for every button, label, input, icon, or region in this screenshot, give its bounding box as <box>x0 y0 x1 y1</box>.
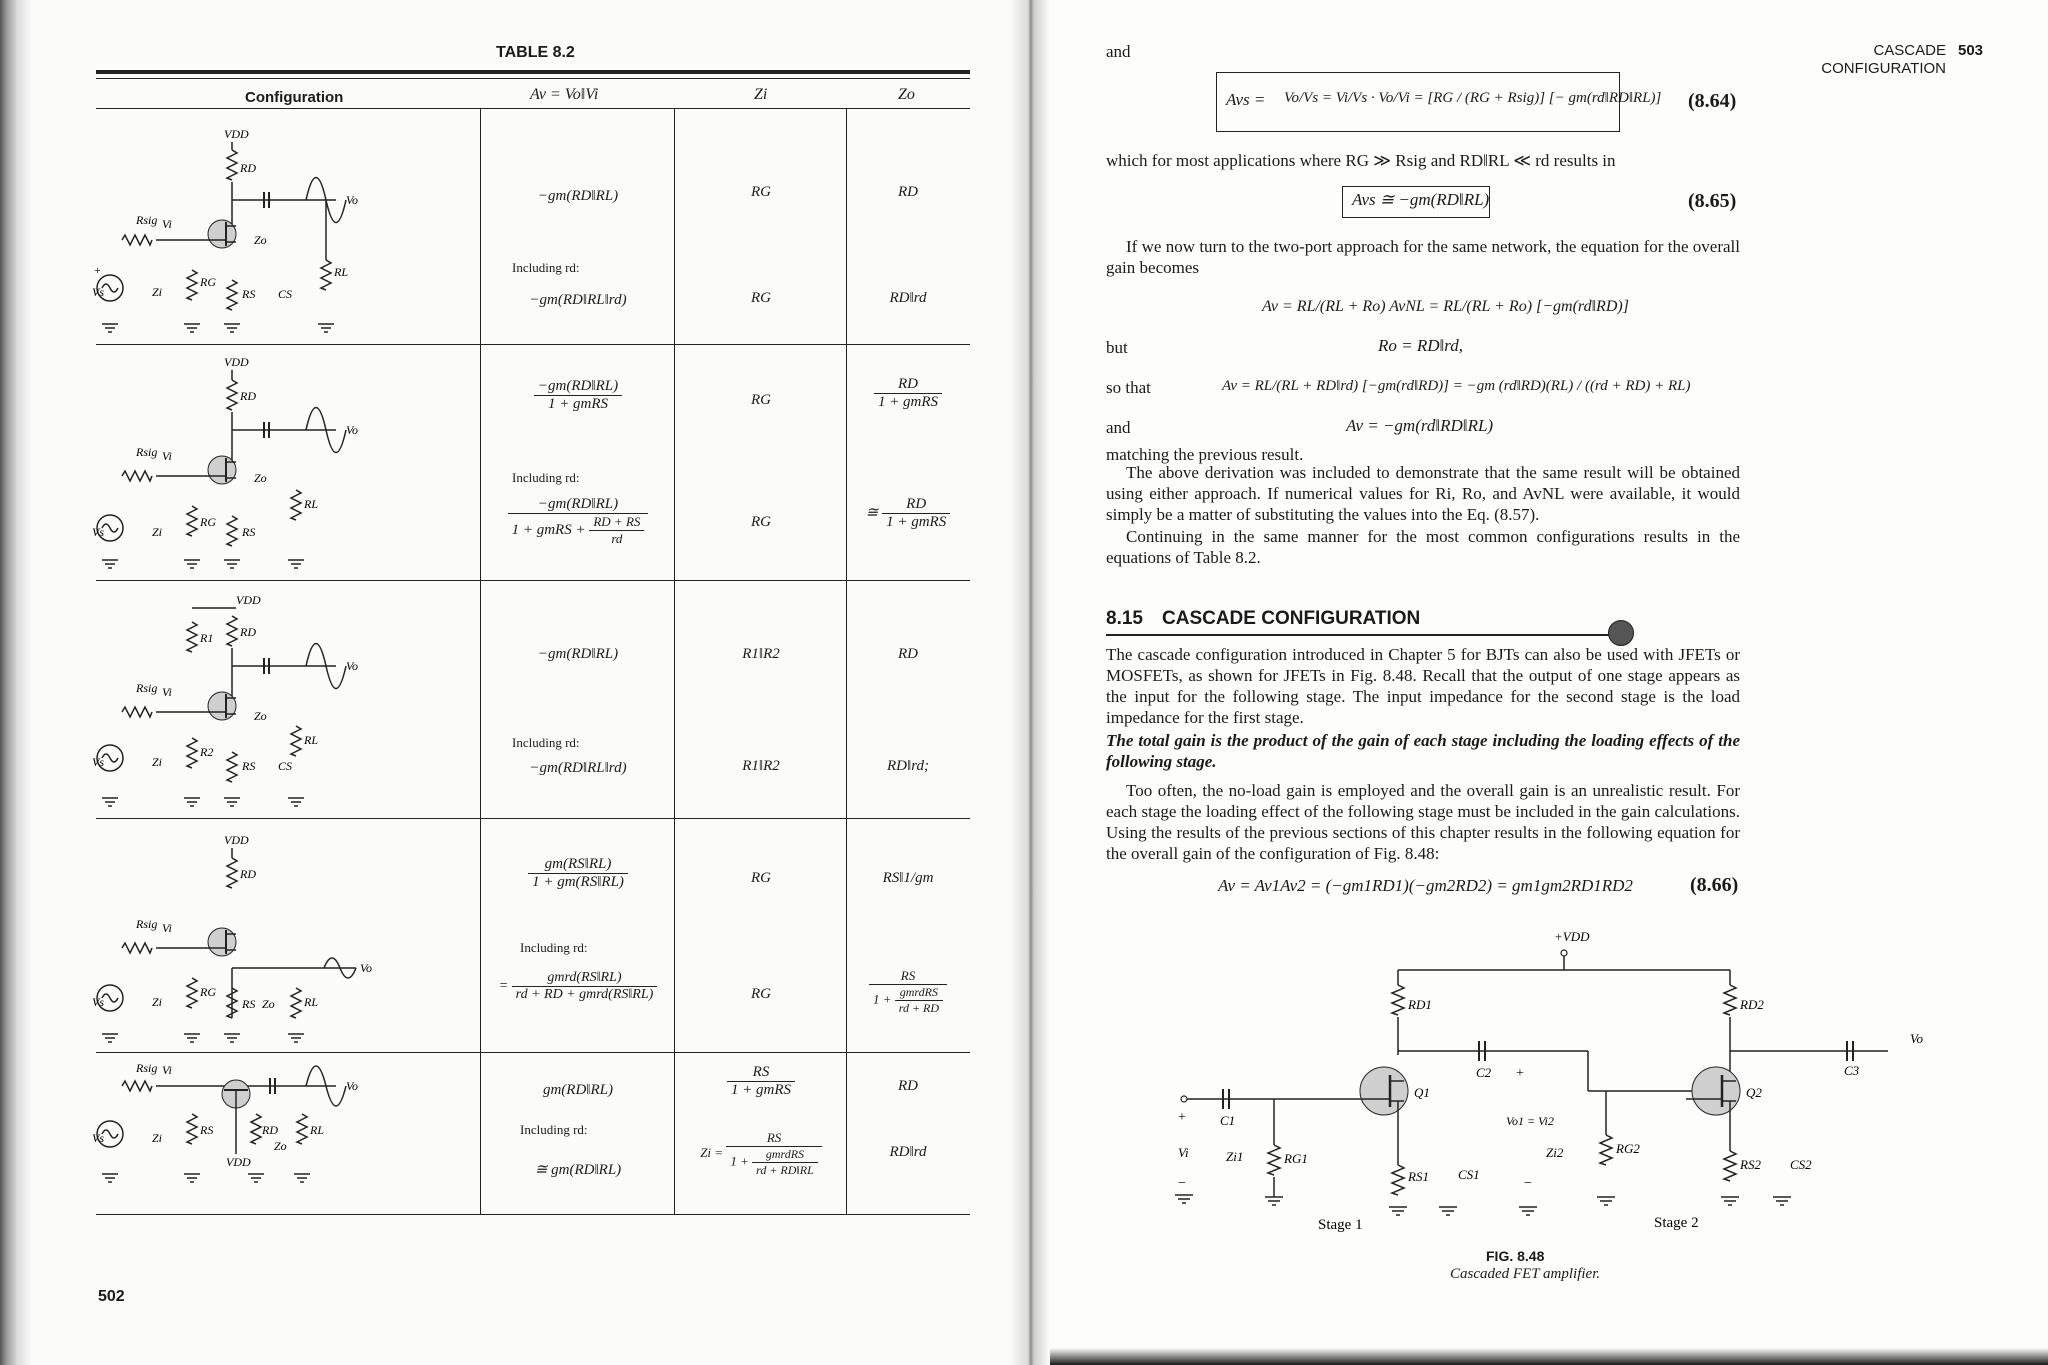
c3-rd: RD <box>240 625 256 639</box>
circuit-common-gate <box>92 1061 358 1182</box>
c3-zi: Zi <box>152 755 163 769</box>
row4-zo-rd-num: RS <box>869 968 947 985</box>
c3-r2: R2 <box>200 745 214 759</box>
fig-plus-in: + <box>1178 1110 1186 1125</box>
row2-zo-rd-prefix: ≅ <box>865 504 879 521</box>
row1-zo-rd: RD‖rd <box>889 290 927 306</box>
c1-vo: Vo <box>346 193 358 207</box>
eq-866: Av = Av1Av2 = (−gm1RD1)(−gm2RD2) = gm1gm2RD1RD2 <box>1218 876 1633 895</box>
circuit-fixed-bias <box>92 127 358 332</box>
row3-including: Including rd: <box>512 735 580 750</box>
row1-including: Including rd: <box>512 260 580 275</box>
row5-av-rd-value: gm(RD‖RL) <box>551 1162 622 1178</box>
c4-rs: RS <box>242 997 256 1011</box>
header-configuration: Configuration <box>245 89 344 106</box>
fig-q1: Q1 <box>1414 1085 1430 1100</box>
eq-864-number: (8.64) <box>1688 90 1737 112</box>
row-sep-5 <box>96 1214 970 1215</box>
row2-zo-rd-num: RD <box>882 496 950 514</box>
col-sep-1 <box>480 108 481 1214</box>
row5-zi-rd-num: RS <box>726 1130 821 1147</box>
col-sep-2 <box>674 108 675 1214</box>
para-too-often: Too often, the no-load gain is employed and the overall gain is an unrealistic result. For each stage the loading effect of the following stage must be included in the gain calculations. Using the results of the previous sections of this chapter results in the following equation for the overall gain of the configuration of Fig. 8.48: <box>1106 781 1740 863</box>
eq-and: Av = −gm(rd‖RD‖RL) <box>1346 416 1494 435</box>
running-head: CASCADE CONFIGURATION <box>1821 42 1946 77</box>
c5-rs: RS <box>200 1123 214 1137</box>
bottom-shadow <box>1050 1348 2048 1365</box>
row2-zo-rd-den: 1 + gmRS <box>886 514 947 530</box>
fig-vdd: +VDD <box>1554 929 1590 944</box>
header-zi: Zi <box>754 86 768 103</box>
table-top-rule <box>96 70 970 74</box>
eq-twoport: Av = RL/(RL + Ro) AvNL = RL/(RL + Ro) [−gm(rd‖RD)] <box>1262 298 1629 315</box>
row2-zi-rd: RG <box>751 514 771 530</box>
text-and-1: and <box>1106 42 1131 61</box>
circuit-source-follower <box>92 833 372 1042</box>
c2-rd: RD <box>240 389 256 403</box>
row5-zo: RD <box>898 1078 918 1094</box>
row2-av-rd-num: −gm(RD‖RL) <box>508 496 649 514</box>
row4-av-rd-den: rd + RD + gmrd(RS‖RL) <box>515 987 654 1002</box>
c2-vdd: VDD <box>224 355 249 369</box>
row4-zi: RG <box>751 870 771 886</box>
c5-zi: Zi <box>152 1131 163 1145</box>
text-and-2: and <box>1106 418 1131 437</box>
c1-vdd: VDD <box>224 127 249 141</box>
row4-av-rd-num: gmrd(RS‖RL) <box>512 970 658 987</box>
c1-vi: Vi <box>162 217 172 231</box>
fig-stage2: Stage 2 <box>1654 1215 1699 1231</box>
row3-zo: RD <box>898 646 918 662</box>
para-continuing: Continuing in the same manner for the most common configurations results in the equations of Table 8.2. <box>1106 527 1740 567</box>
c1-rs: RS <box>242 287 256 301</box>
text-but: but <box>1106 338 1128 357</box>
c3-rs: RS <box>242 759 256 773</box>
row2-av <box>482 378 674 413</box>
c2-vi: Vi <box>162 449 172 463</box>
fig-vo: Vo <box>1910 1031 1923 1046</box>
circuit-voltage-divider <box>92 593 358 806</box>
c2-zo: Zo <box>254 471 267 485</box>
c1-zo: Zo <box>254 233 267 247</box>
c2-vs: Vs <box>92 525 104 539</box>
row5-zi-den: 1 + gmRS <box>730 1082 792 1098</box>
row2-av-den: 1 + gmRS <box>547 396 609 412</box>
row4-av-num: gm(RS‖RL) <box>528 856 628 874</box>
c1-vs: Vs <box>92 285 104 299</box>
row4-av-rd-prefix: = <box>498 978 509 994</box>
fig-cs1: CS1 <box>1458 1167 1480 1182</box>
c1-rl: RL <box>334 265 349 279</box>
c2-rg: RG <box>200 515 216 529</box>
row5-zi-rd-den-num: gmrdRS <box>752 1147 818 1163</box>
c3-zo: Zo <box>254 709 267 723</box>
c1-plus: + <box>94 263 101 277</box>
row5-av-rd <box>482 1160 674 1179</box>
eq-865: Avs ≅ −gm(RD‖RL) <box>1352 190 1490 209</box>
row2-av-rd <box>482 496 674 547</box>
para-derivation: The above derivation was included to demonstrate that the same result will be obtained using either approach. If numerical values for Ri, Ro, and AvNL were available, it would simply be a matter of substituting the values into the Eq. (8.57). <box>1106 463 1740 524</box>
c5-zo: Zo <box>274 1139 287 1153</box>
c5-vdd: VDD <box>226 1155 251 1169</box>
section-number: 8.15 <box>1106 608 1143 629</box>
text-so-that: so that <box>1106 378 1151 397</box>
fig-q2: Q2 <box>1746 1085 1762 1100</box>
c1-rg: RG <box>200 275 216 289</box>
c5-rd: RD <box>262 1123 278 1137</box>
c5-vo: Vo <box>346 1079 358 1093</box>
c3-vi: Vi <box>162 685 172 699</box>
c4-zi: Zi <box>152 995 163 1009</box>
c4-vi: Vi <box>162 921 172 935</box>
c1-rd: RD <box>240 161 256 175</box>
row4-av-rd <box>482 970 674 1003</box>
c2-zi: Zi <box>152 525 163 539</box>
fig-vo1-vi2: Vo1 = Vi2 <box>1506 1114 1554 1128</box>
fig-caption: Cascaded FET amplifier. <box>1450 1266 1601 1282</box>
eq-865-number: (8.65) <box>1688 190 1737 212</box>
c3-rl: RL <box>304 733 319 747</box>
eq-ro: Ro = RD‖rd, <box>1378 336 1464 355</box>
fig-cs2: CS2 <box>1790 1157 1812 1172</box>
c2-rl: RL <box>304 497 319 511</box>
c1-rsig: Rsig <box>136 213 158 227</box>
eq-866-number: (8.66) <box>1690 874 1739 896</box>
fig-stage1: Stage 1 <box>1318 1217 1363 1233</box>
row2-av-num: −gm(RD‖RL) <box>534 378 622 396</box>
c2-rsig: Rsig <box>136 445 158 459</box>
left-page-edge <box>0 0 32 1365</box>
c3-vo: Vo <box>346 659 358 673</box>
table-title: TABLE 8.2 <box>496 44 575 61</box>
section-marker-icon <box>1608 620 1634 646</box>
c3-r1: R1 <box>200 631 214 645</box>
row4-av <box>482 856 674 891</box>
row5-zi-num: RS <box>727 1064 795 1082</box>
row2-zi: RG <box>751 392 771 408</box>
fig-rg1: RG1 <box>1284 1151 1308 1166</box>
col-sep-3 <box>846 108 847 1214</box>
c3-rsig: Rsig <box>136 681 158 695</box>
fig-vi: Vi <box>1178 1145 1189 1160</box>
section-rule <box>1106 634 1620 636</box>
eq-so-that: Av = RL/(RL + RD‖rd) [−gm(rd‖RD)] = −gm (rd‖RD)(RL) / ((rd + RD) + RL) <box>1222 378 1691 394</box>
row4-zo-rd-den-a: 1 + <box>872 991 892 1007</box>
row5-zo-rd: RD‖rd <box>889 1144 927 1160</box>
header-rule <box>96 108 970 109</box>
row2-zo <box>848 376 968 411</box>
row1-zo: RD <box>898 184 918 200</box>
fig-848-cascade-circuit <box>1170 925 2040 1240</box>
right-page-number: 503 <box>1958 42 1984 59</box>
row2-av-rd-den-den: rd <box>611 531 623 546</box>
row3-zi: R1‖R2 <box>742 646 780 662</box>
row4-zo-rd-den-num: gmrdRS <box>895 985 943 1001</box>
text-which: which for most applications where RG ≫ Rsig and RD‖RL ≪ rd results in <box>1106 151 1616 170</box>
row5-zi-rd-den-a: 1 + <box>730 1153 749 1169</box>
fig-zi1: Zi1 <box>1226 1149 1244 1164</box>
row4-zo: RS‖1/gm <box>882 870 934 886</box>
c2-vo: Vo <box>346 423 358 437</box>
c3-vdd: VDD <box>236 593 261 607</box>
left-page-number: 502 <box>98 1288 125 1305</box>
section-title: CASCADE CONFIGURATION <box>1162 608 1421 629</box>
row5-zi <box>676 1064 846 1099</box>
c3-vs: Vs <box>92 755 104 769</box>
fig-plus-c2: + <box>1516 1066 1524 1081</box>
c1-cs: CS <box>278 287 293 301</box>
c4-vs: Vs <box>92 995 104 1009</box>
eq-864-lhs: Avs = <box>1226 90 1266 109</box>
fig-rd1: RD1 <box>1408 997 1432 1012</box>
row1-av-rd: −gm(RD‖RL‖rd) <box>529 292 627 308</box>
row5-zi-rd-prefix: Zi = <box>700 1144 724 1160</box>
row5-zi-rd <box>676 1130 846 1178</box>
c4-zo: Zo <box>262 997 275 1011</box>
row5-zi-rd-den-den: rd + RD‖RL <box>756 1163 814 1177</box>
c4-rl: RL <box>304 995 319 1009</box>
fig-number: FIG. 8.48 <box>1486 1248 1545 1264</box>
c4-vdd: VDD <box>224 833 249 847</box>
row1-zi-rd: RG <box>751 290 771 306</box>
row4-zo-rd-den-den: rd + RD <box>898 1001 940 1015</box>
circuit-self-bias <box>92 355 358 568</box>
c4-rsig: Rsig <box>136 917 158 931</box>
fig-minus-in: − <box>1178 1176 1186 1191</box>
eq-864-body: Vo/Vs = Vi/Vs · Vo/Vi = [RG / (RG + Rsig)] [− gm(rd‖RD‖RL)] <box>1284 90 1662 106</box>
c5-rsig: Rsig <box>136 1061 158 1075</box>
fig-minus-mid: − <box>1524 1176 1532 1191</box>
row5-av-rd-prefix: ≅ <box>534 1162 548 1178</box>
c1-zi: Zi <box>152 285 163 299</box>
circuit-schematics <box>92 110 480 1214</box>
c3-cs: CS <box>278 759 293 773</box>
row2-av-rd-den-num: RD + RS <box>589 514 644 531</box>
row3-av-rd: −gm(RD‖RL‖rd) <box>529 760 627 776</box>
c5-vi: Vi <box>162 1063 172 1077</box>
row5-including: Including rd: <box>520 1122 588 1137</box>
fig-c3: C3 <box>1844 1063 1860 1078</box>
c5-vs: Vs <box>92 1131 104 1145</box>
fig-rs2: RS2 <box>1740 1157 1761 1172</box>
row3-av: −gm(RD‖RL) <box>537 646 619 662</box>
header-av: Av = Vo‖Vi <box>530 86 599 103</box>
para-twoport: If we now turn to the two-port approach for the same network, the equation for the overall gain becomes <box>1106 237 1740 277</box>
fig-rs1: RS1 <box>1408 1169 1429 1184</box>
fig-c1: C1 <box>1220 1113 1236 1128</box>
row4-av-den: 1 + gm(RS‖RL) <box>532 874 624 890</box>
row4-zo-rd <box>848 968 968 1016</box>
c2-rs: RS <box>242 525 256 539</box>
fig-zi2: Zi2 <box>1546 1145 1564 1160</box>
row2-av-rd-den-a: 1 + gmRS + <box>511 521 586 538</box>
row1-av: −gm(RD‖RL) <box>537 188 619 204</box>
row2-zo-num: RD <box>874 376 942 394</box>
c5-rl: RL <box>310 1123 325 1137</box>
para-cascade: The cascade configuration introduced in Chapter 5 for BJTs can also be used with JFETs or MOSFETs, as shown for JFETs in Fig. 8.48. Recall that the output of one stage appears as the input for the following stage. The input impedance for the second stage is the load impedance for the first stage. <box>1106 645 1740 727</box>
header-zo: Zo <box>898 86 915 103</box>
para-bold: The total gain is the product of the gain of each stage including the loading effects of the following stage. <box>1106 731 1740 771</box>
row2-zo-rd <box>848 496 968 531</box>
row3-zo-rd: RD‖rd; <box>887 758 929 774</box>
table-top-rule-thin <box>96 78 970 79</box>
row2-zo-den: 1 + gmRS <box>877 394 939 410</box>
row2-including: Including rd: <box>512 470 580 485</box>
row4-including: Including rd: <box>520 940 588 955</box>
c4-rd: RD <box>240 867 256 881</box>
fig-rd2: RD2 <box>1740 997 1764 1012</box>
row4-zi-rd: RG <box>751 986 771 1002</box>
book-gutter <box>1010 0 1050 1365</box>
c4-vo: Vo <box>360 961 372 975</box>
para-matching: matching the previous result. <box>1106 445 1304 464</box>
row3-zi-rd: R1‖R2 <box>742 758 780 774</box>
c4-rg: RG <box>200 985 216 999</box>
row5-av: gm(RD‖RL) <box>542 1082 614 1098</box>
fig-c2: C2 <box>1476 1065 1492 1080</box>
fig-rg2: RG2 <box>1616 1141 1640 1156</box>
row1-zi: RG <box>751 184 771 200</box>
